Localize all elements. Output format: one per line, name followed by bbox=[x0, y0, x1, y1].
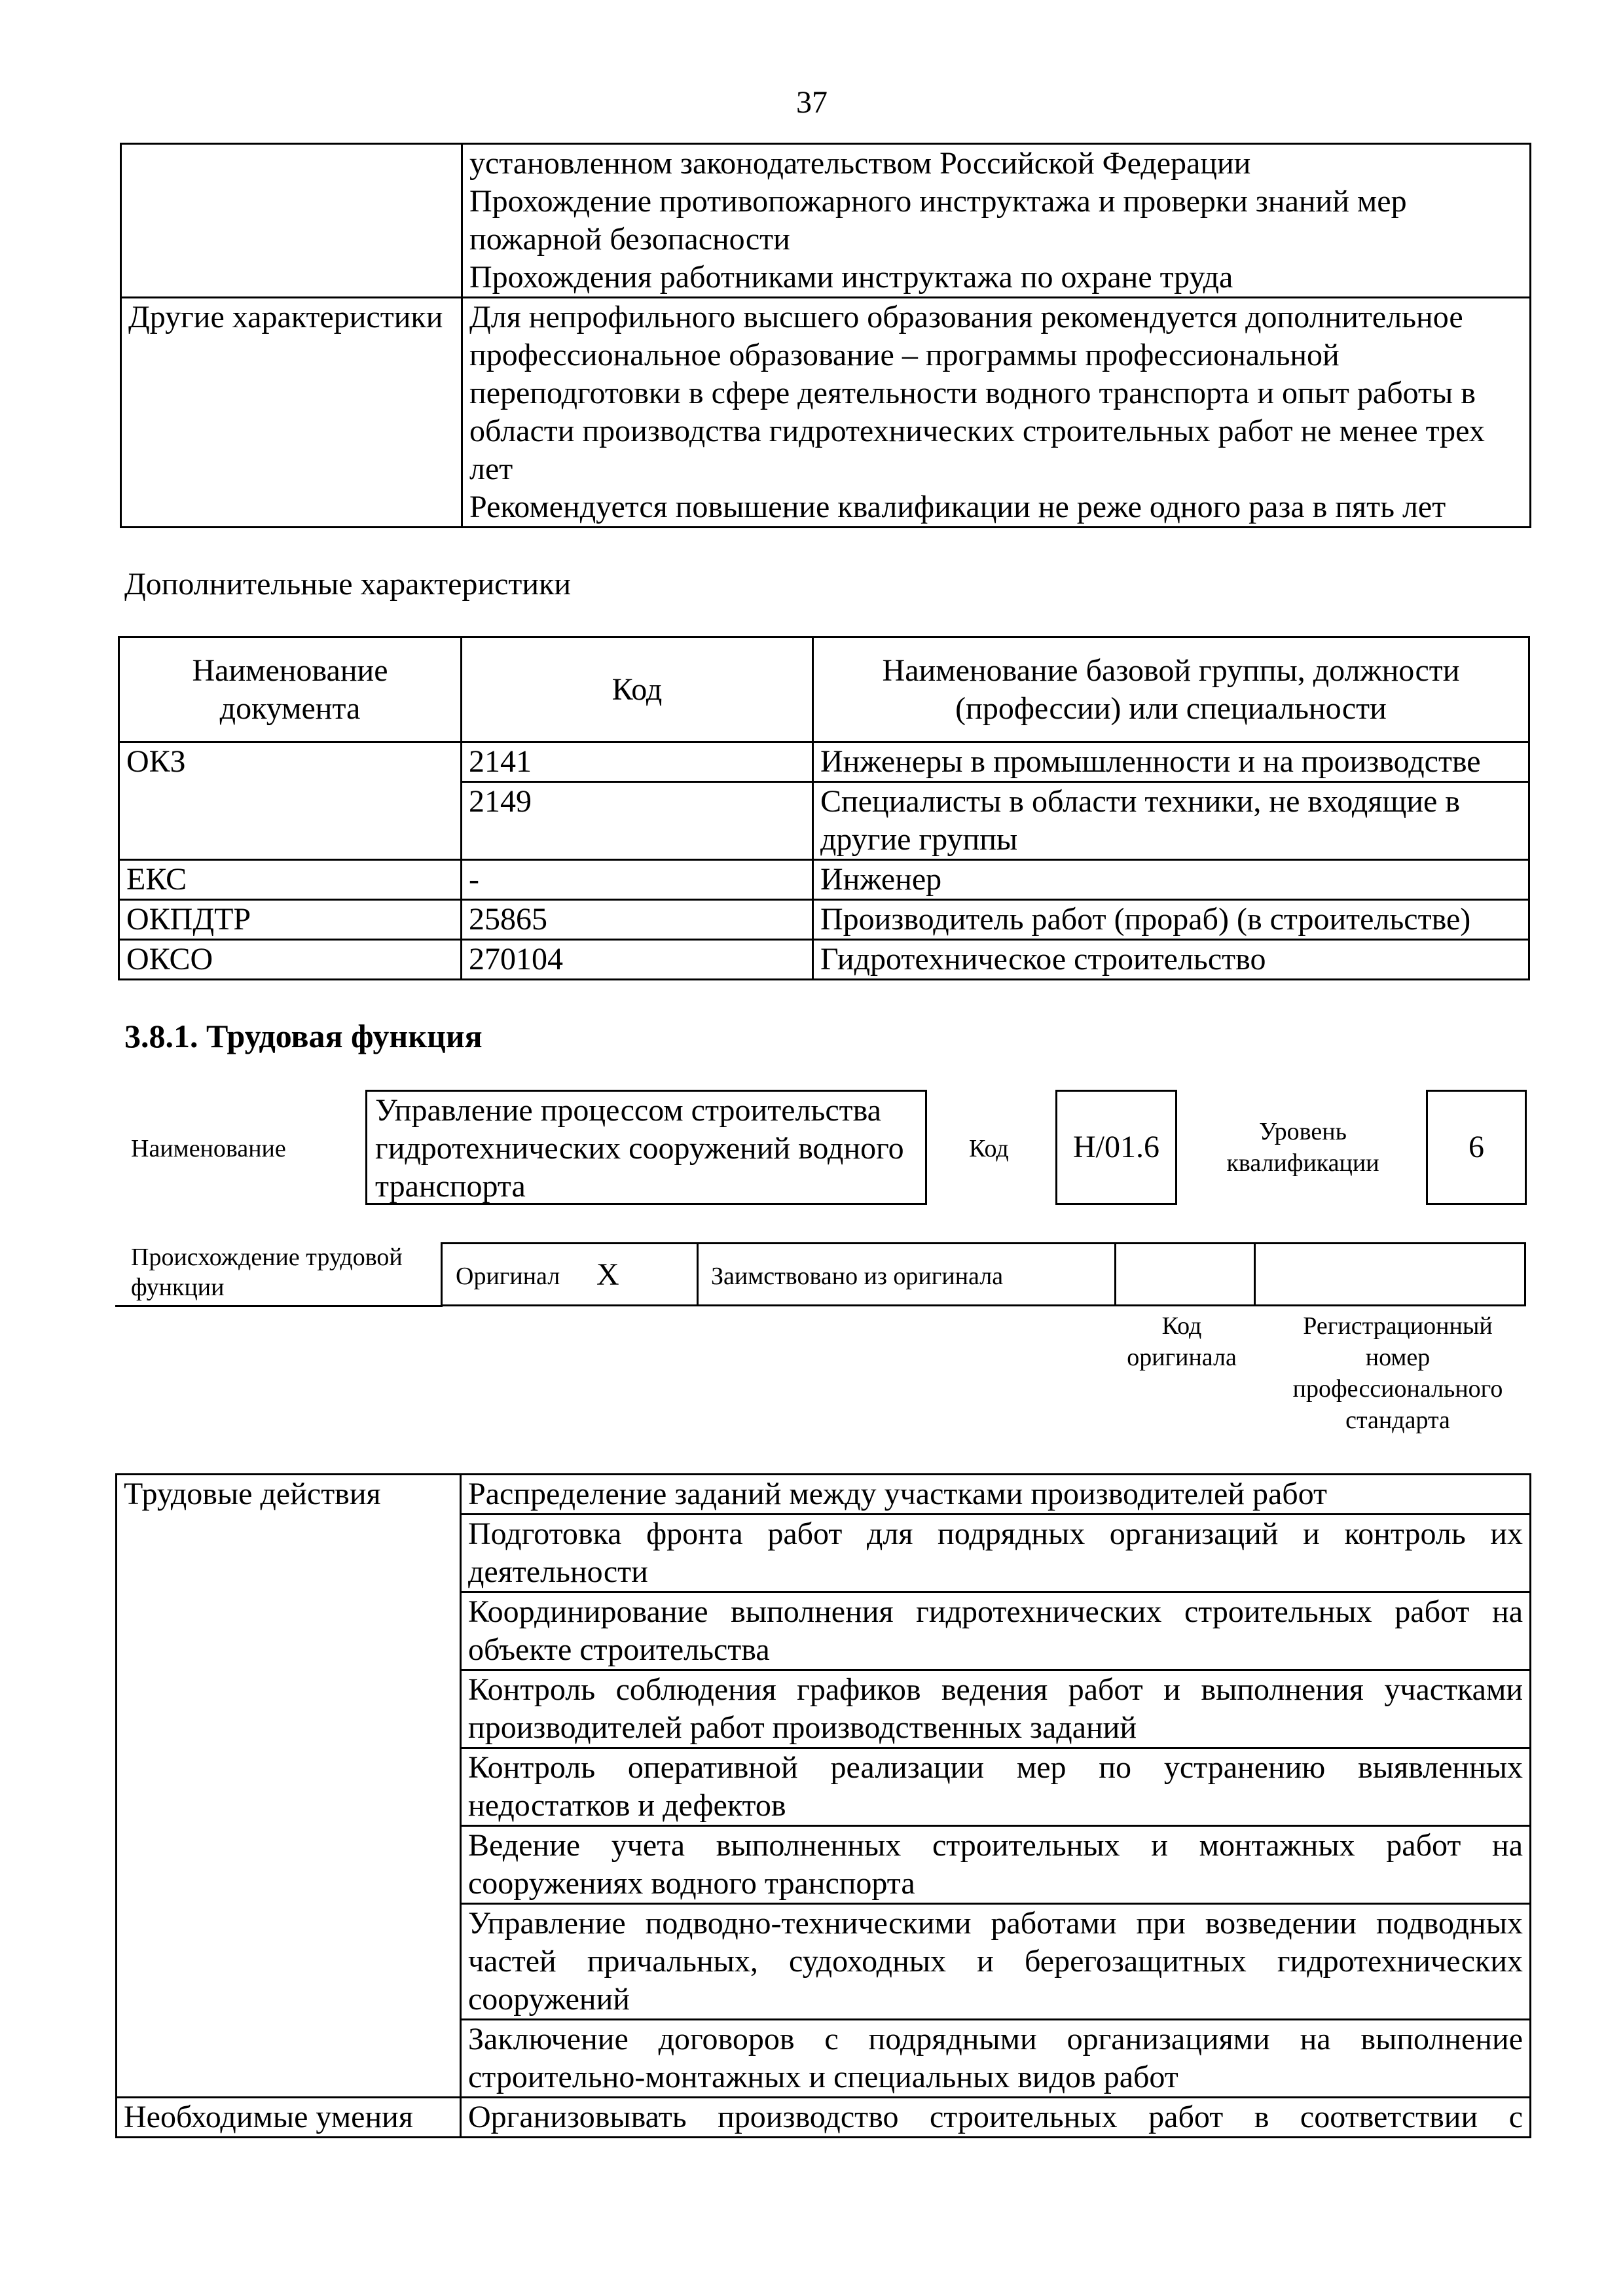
origin-label: Происхождение трудовой функции bbox=[131, 1244, 403, 1301]
cell-name: Специалисты в области техники, не входящие в другие группы bbox=[813, 782, 1529, 860]
table-row bbox=[117, 2098, 1531, 2138]
list-item: Организовывать производство строительных работ в соответствии с bbox=[468, 2100, 1523, 2134]
table-row bbox=[119, 940, 1529, 980]
function-code-value: Н/01.6 bbox=[1073, 1130, 1159, 1164]
cell-code: - bbox=[462, 860, 813, 900]
table-row bbox=[119, 742, 1529, 782]
cell-document: ОКПДТР bbox=[119, 900, 462, 940]
list-item: Рекомендуется повышение квалификации не реже одного раза в пять лет bbox=[469, 490, 1446, 524]
additional-characteristics-title: Дополнительные характеристики bbox=[124, 567, 572, 601]
list-item: Ведение учета выполненных строительных и монтажных работ на сооружениях водного транспорта bbox=[462, 1825, 1529, 1903]
skills-content bbox=[461, 2098, 1531, 2138]
list-item: Контроль оперативной реализации мер по устранению выявленных недостатков и дефектов bbox=[462, 1747, 1529, 1825]
cell-document: ЕКС bbox=[119, 860, 462, 900]
column-header-code: Код bbox=[462, 637, 813, 742]
list-item: Подготовка фронта работ для подрядных организаций и контроль их деятельности bbox=[462, 1513, 1529, 1591]
registration-number-caption: Регистрационный номер профессионального стандарта bbox=[1292, 1312, 1503, 1434]
section-title: 3.8.1. Трудовая функция bbox=[124, 1018, 483, 1054]
skills-label: Необходимые умения bbox=[117, 2098, 461, 2138]
table-header-row bbox=[119, 637, 1529, 742]
original-label: Оригинал bbox=[456, 1263, 560, 1290]
list-item: Заключение договоров с подрядными организациями на выполнение строительно-монтажных и специальных видов работ bbox=[462, 2018, 1529, 2096]
table-row bbox=[121, 144, 1531, 298]
function-code-label: Код bbox=[969, 1135, 1009, 1162]
page-number: 37 bbox=[796, 85, 828, 120]
list-item: Прохождение противопожарного инструктажа и проверки знаний мер пожарной безопасности bbox=[469, 184, 1407, 257]
labour-actions-list bbox=[461, 1475, 1531, 2098]
cell-name: Инженер bbox=[813, 860, 1529, 900]
labour-actions-table bbox=[115, 1473, 1531, 2138]
list-item: Контроль соблюдения графиков ведения работ и выполнения участками производителей работ производственных заданий bbox=[462, 1669, 1529, 1747]
function-name-label: Наименование bbox=[131, 1135, 286, 1162]
qualification-requirements-table bbox=[120, 143, 1531, 528]
cell-divider bbox=[1114, 1244, 1116, 1304]
cell-code: 270104 bbox=[462, 940, 813, 980]
origin-underline bbox=[115, 1305, 443, 1307]
table-row bbox=[121, 298, 1531, 528]
cell-name: Гидротехническое строительство bbox=[813, 940, 1529, 980]
table-row bbox=[119, 900, 1529, 940]
cell-code: 2149 bbox=[462, 782, 813, 860]
table-row bbox=[119, 860, 1529, 900]
list-item: Распределение заданий между участками производителей работ bbox=[468, 1477, 1328, 1511]
function-name-box bbox=[365, 1090, 927, 1205]
cell-code: 25865 bbox=[462, 900, 813, 940]
table-row bbox=[117, 1475, 1531, 2098]
cell-name: Производитель работ (прораб) (в строительстве) bbox=[813, 900, 1529, 940]
original-code-caption: Код оригинала bbox=[1127, 1312, 1237, 1371]
row-label: Другие характеристики bbox=[121, 298, 462, 528]
labour-actions-label: Трудовые действия bbox=[117, 1475, 461, 2098]
cell-divider bbox=[697, 1244, 699, 1304]
original-code-cell bbox=[1254, 1244, 1256, 1304]
list-item: Управление подводно-техническими работами при возведении подводных частей причальных, судоходных и берегозащитных гидротехнических сооружений bbox=[462, 1903, 1529, 2018]
cell-document: ОКЗ bbox=[119, 742, 462, 860]
cell-document: ОКСО bbox=[119, 940, 462, 980]
cell-name: Инженеры в промышленности и на производстве bbox=[813, 742, 1529, 782]
row-label-empty bbox=[121, 144, 462, 298]
function-code-box bbox=[1055, 1090, 1177, 1205]
function-name-value: Управление процессом строительства гидротехнических сооружений водного транспорта bbox=[375, 1093, 904, 1204]
row-content bbox=[462, 144, 1531, 298]
additional-characteristics-table bbox=[118, 636, 1530, 980]
row-content bbox=[462, 298, 1531, 528]
origin-table bbox=[441, 1242, 1526, 1306]
borrowed-label: Заимствовано из оригинала bbox=[711, 1263, 1004, 1290]
qualification-level-label: Уровень квалификации bbox=[1226, 1118, 1379, 1177]
qualification-level-value: 6 bbox=[1468, 1130, 1484, 1164]
list-item: Координирование выполнения гидротехнических строительных работ на объекте строительства bbox=[462, 1591, 1529, 1669]
list-item: установленном законодательством Российской Федерации bbox=[469, 146, 1251, 181]
column-header-document: Наименование документа bbox=[119, 637, 462, 742]
qualification-level-box bbox=[1426, 1090, 1527, 1205]
column-header-name: Наименование базовой группы, должности (профессии) или специальности bbox=[813, 637, 1529, 742]
list-item: Прохождения работниками инструктажа по охране труда bbox=[469, 260, 1233, 295]
original-mark: X bbox=[596, 1257, 619, 1292]
list-item: Для непрофильного высшего образования рекомендуется дополнительное профессиональное образование – программы профессиональной переподготовки в сфере деятельности водного транспорта и опыт работы в области производства гидротехнических строительных работ не менее трех лет bbox=[469, 300, 1485, 486]
cell-code: 2141 bbox=[462, 742, 813, 782]
